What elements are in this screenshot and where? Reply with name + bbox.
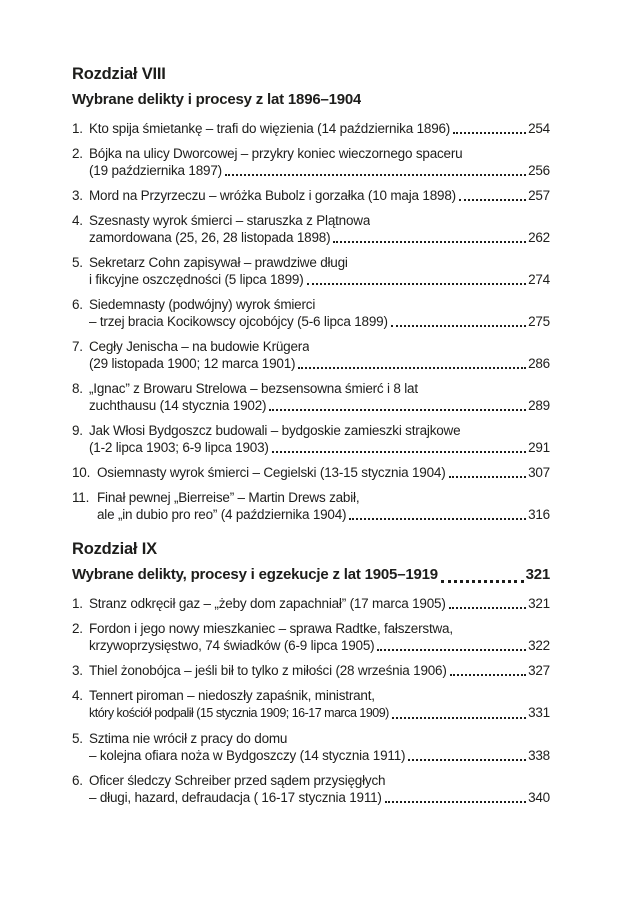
toc-entry-line — [72, 422, 550, 439]
chapter-entries — [72, 595, 550, 806]
entry-number: 5. — [72, 731, 83, 746]
entry-number: 4. — [72, 688, 83, 703]
dot-leader — [391, 324, 526, 327]
entry-number: 3. — [72, 663, 83, 678]
toc-entry-line — [72, 637, 550, 654]
toc-entry — [72, 296, 550, 330]
chapter-number-heading: Rozdział IX — [72, 540, 157, 558]
toc-entry-line — [72, 439, 550, 456]
entry-text: (29 listopada 1900; 12 marca 1901) — [89, 356, 296, 371]
entry-text: Bójka na ulicy Dworcowej – przykry koniec wieczornego spaceru — [89, 146, 463, 161]
entry-page-number: 321 — [528, 596, 550, 611]
entry-text: Fordon i jego nowy mieszkaniec – sprawa Radtke, fałszerstwa, — [89, 621, 453, 636]
entry-number: 2. — [72, 146, 83, 161]
dot-leader — [272, 450, 526, 453]
entry-text: Siedemnasty (podwójny) wyrok śmierci — [89, 297, 316, 312]
chapter-entries — [72, 120, 550, 523]
entry-text: Finał pewnej „Bierreise” – Martin Drews zabił, — [97, 490, 360, 505]
entry-page-number: 286 — [528, 356, 550, 371]
entry-page-number: 340 — [528, 790, 550, 805]
entry-text: (19 października 1897) — [89, 163, 222, 178]
entry-page-number: 338 — [528, 748, 550, 763]
dot-leader — [449, 475, 527, 478]
toc-entry — [72, 620, 550, 654]
toc-entry-line — [72, 662, 550, 679]
entry-text: Kto spija śmietankę – trafi do więzienia (14 października 1896) — [89, 121, 451, 136]
toc-entry-line — [72, 772, 550, 789]
dot-leader — [377, 648, 526, 651]
toc-entry — [72, 187, 550, 204]
toc-entry-line — [72, 704, 550, 722]
toc-entry-line — [72, 162, 550, 179]
entry-page-number: 322 — [528, 638, 550, 653]
toc-entry-line — [72, 296, 550, 313]
entry-text: – trzej bracia Kocikowscy ojcobójcy (5-6 lipca 1899) — [89, 314, 388, 329]
entry-text: Szesnasty wyrok śmierci – staruszka z Plątnowa — [89, 213, 371, 228]
dot-leader — [385, 800, 526, 803]
toc-entry-line — [72, 789, 550, 806]
entry-number: 6. — [72, 773, 83, 788]
toc-entry — [72, 687, 550, 722]
entry-text: Mord na Przyrzeczu – wróżka Bubolz i gorzałka (10 maja 1898) — [89, 188, 456, 203]
chapter-number-heading: Rozdział VIII — [72, 65, 166, 83]
toc-entry-line — [72, 338, 550, 355]
dot-leader — [307, 282, 527, 285]
entry-text: Stranz odkręcił gaz – „żeby dom zapachniał” (17 marca 1905) — [89, 596, 446, 611]
entry-number: 5. — [72, 255, 83, 270]
toc-entry — [72, 595, 550, 612]
toc-entry-line — [72, 145, 550, 162]
toc-entry-line — [72, 229, 550, 246]
toc-entry — [72, 380, 550, 414]
entry-page-number: 275 — [528, 314, 550, 329]
chapter-section — [72, 62, 550, 523]
entry-text: Sekretarz Cohn zapisywał – prawdziwe długi — [89, 255, 348, 270]
toc-entry — [72, 772, 550, 806]
entry-page-number: 254 — [528, 121, 550, 136]
toc-entry — [72, 212, 550, 246]
dot-leader — [450, 673, 526, 676]
dot-leader — [333, 240, 526, 243]
chapter-section — [72, 537, 550, 806]
chapters-container — [72, 62, 550, 806]
entry-text: (1-2 lipca 1903; 6-9 lipca 1903) — [89, 440, 269, 455]
dot-leader — [392, 716, 526, 719]
toc-entry-line — [72, 464, 550, 481]
entry-page-number: 316 — [528, 507, 550, 522]
toc-entry-line — [72, 120, 550, 137]
dot-leader — [225, 173, 526, 176]
entry-text: zuchthausu (14 stycznia 1902) — [89, 398, 267, 413]
entry-text: „Ignac” z Browaru Strelowa – bezsensowna śmierć i 8 lat — [89, 381, 418, 396]
entry-number: 1. — [72, 596, 83, 611]
dot-leader — [269, 408, 526, 411]
dot-leader — [441, 579, 524, 583]
toc-entry — [72, 464, 550, 481]
entry-text: Tennert piroman – niedoszły zapaśnik, ministrant, — [89, 688, 375, 703]
entry-page-number: 289 — [528, 398, 550, 413]
entry-text: zamordowana (25, 26, 28 listopada 1898) — [89, 230, 331, 245]
entry-text: Cegły Jenischa – na budowie Krügera — [89, 339, 310, 354]
entry-text: Oficer śledczy Schreiber przed sądem przysięgłych — [89, 773, 386, 788]
entry-page-number: 257 — [528, 188, 550, 203]
entry-text: który kościół podpalił (15 stycznia 1909; 16-17 marca 1909) — [89, 706, 389, 720]
entry-number: 11. — [72, 490, 90, 505]
entry-number: 1. — [72, 121, 83, 136]
dot-leader — [449, 606, 526, 609]
entry-page-number: 307 — [528, 465, 550, 480]
dot-leader — [349, 517, 526, 520]
toc-entry-line — [72, 313, 550, 330]
entry-page-number: 331 — [528, 705, 550, 720]
entry-page-number: 291 — [528, 440, 550, 455]
entry-page-number: 327 — [528, 663, 550, 678]
entry-text: Osiemnasty wyrok śmierci – Cegielski (13-15 stycznia 1904) — [97, 465, 446, 480]
toc-entry-line — [72, 187, 550, 204]
toc-entry-line — [72, 687, 550, 704]
toc-entry-line — [72, 397, 550, 414]
toc-entry — [72, 662, 550, 679]
entry-page-number: 262 — [528, 230, 550, 245]
entry-number: 4. — [72, 213, 83, 228]
toc-entry-line — [72, 747, 550, 764]
toc-entry-line — [72, 212, 550, 229]
chapter-title-row — [72, 562, 550, 587]
toc-entry — [72, 254, 550, 288]
entry-number: 6. — [72, 297, 83, 312]
entry-text: – kolejna ofiara noża w Bydgoszczy (14 stycznia 1911) — [89, 748, 406, 763]
entry-number: 3. — [72, 188, 83, 203]
toc-entry-line — [72, 620, 550, 637]
entry-number: 2. — [72, 621, 83, 636]
chapter-page-number: 321 — [525, 566, 550, 583]
toc-entry-line — [72, 254, 550, 271]
entry-text: i fikcyjne oszczędności (5 lipca 1899) — [89, 272, 304, 287]
toc-entry-line — [72, 355, 550, 372]
toc-entry — [72, 489, 550, 523]
dot-leader — [453, 131, 526, 134]
entry-text: krzywoprzysięstwo, 74 świadków (6-9 lipca 1905) — [89, 638, 375, 653]
dot-leader — [408, 758, 526, 761]
toc-entry-line — [72, 506, 550, 523]
toc-entry-line — [72, 730, 550, 747]
entry-text: Thiel żonobójca – jeśli bił to tylko z miłości (28 września 1906) — [89, 663, 447, 678]
entry-text: ale „in dubio pro reo” (4 października 1904) — [97, 507, 347, 522]
entry-text: Sztima nie wrócił z pracy do domu — [89, 731, 288, 746]
toc-entry-line — [72, 380, 550, 397]
toc-entry — [72, 422, 550, 456]
entry-page-number: 256 — [528, 163, 550, 178]
dot-leader — [298, 366, 526, 369]
toc-entry-line — [72, 489, 550, 506]
entry-number: 8. — [72, 381, 83, 396]
dot-leader — [459, 198, 526, 201]
toc-entry-line — [72, 271, 550, 288]
entry-text: – długi, hazard, defraudacja ( 16-17 stycznia 1911) — [89, 790, 382, 805]
entry-page-number: 274 — [528, 272, 550, 287]
toc-entry — [72, 120, 550, 137]
entry-number: 7. — [72, 339, 83, 354]
entry-text: Jak Włosi Bydgoszcz budowali – bydgoskie zamieszki strajkowe — [89, 423, 461, 438]
entry-number: 9. — [72, 423, 83, 438]
toc-entry — [72, 145, 550, 179]
chapter-title-row — [72, 87, 550, 112]
entry-number: 10. — [72, 465, 91, 480]
chapter-title: Wybrane delikty i procesy z lat 1896–1904 — [72, 91, 362, 108]
toc-entry — [72, 730, 550, 764]
toc-entry — [72, 338, 550, 372]
toc-entry-line — [72, 595, 550, 612]
chapter-title: Wybrane delikty, procesy i egzekucje z lat 1905–1919 — [72, 566, 438, 583]
